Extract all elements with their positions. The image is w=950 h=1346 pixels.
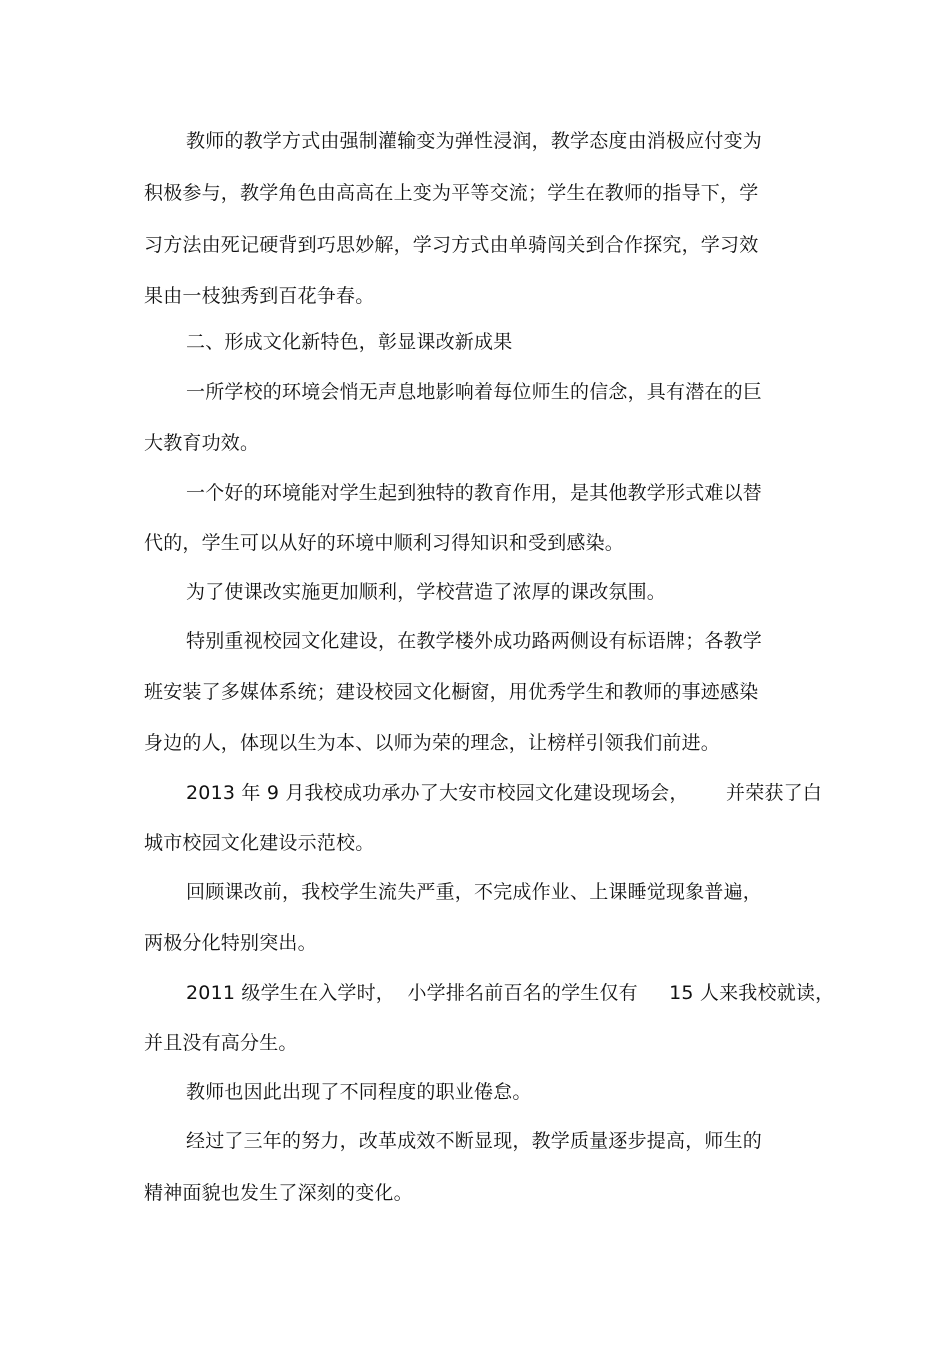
paragraph-line: 班安装了多媒体系统；建设校园文化橱窗，用优秀学生和教师的事迹感染 (144, 681, 759, 703)
paragraph-line: 精神面貌也发生了深刻的变化。 (144, 1182, 413, 1204)
section-heading: 二、形成文化新特色，彰显课改新成果 (186, 331, 513, 353)
paragraph-line: 为了使课改实施更加顺利，学校营造了浓厚的课改氛围。 (186, 581, 667, 603)
paragraph-line: 一所学校的环境会悄无声息地影响着每位师生的信念，具有潜在的巨 (186, 381, 763, 403)
paragraph-line: 果由一枝独秀到百花争春。 (144, 285, 375, 307)
paragraph-line: 大教育功效。 (144, 432, 260, 454)
paragraph-line: 两极分化特别突出。 (144, 932, 317, 954)
paragraph-line: 身边的人，体现以生为本、以师为荣的理念，让榜样引领我们前进。 (144, 732, 721, 754)
paragraph-line: 特别重视校园文化建设，在教学楼外成功路两侧设有标语牌；各教学 (186, 630, 763, 652)
paragraph-line: 2013 年 9 月我校成功承办了大安市校园文化建设现场会， 并荣获了白 (186, 782, 822, 804)
paragraph-line: 并且没有高分生。 (144, 1032, 298, 1054)
paragraph-line: 教师的教学方式由强制灌输变为弹性浸润，教学态度由消极应付变为 (186, 130, 763, 152)
paragraph-line: 一个好的环境能对学生起到独特的教育作用，是其他教学形式难以替 (186, 482, 763, 504)
paragraph-line: 习方法由死记硬背到巧思妙解，学习方式由单骑闯关到合作探究，学习效 (144, 234, 759, 256)
paragraph-line: 2011 级学生在入学时， 小学排名前百名的学生仅有 15 人来我校就读， (186, 982, 835, 1004)
paragraph-line: 经过了三年的努力，改革成效不断显现，教学质量逐步提高，师生的 (186, 1130, 763, 1152)
paragraph-line: 城市校园文化建设示范校。 (144, 832, 375, 854)
paragraph-line: 代的，学生可以从好的环境中顺利习得知识和受到感染。 (144, 532, 625, 554)
paragraph-line: 积极参与，教学角色由高高在上变为平等交流；学生在教师的指导下，学 (144, 182, 759, 204)
paragraph-line: 教师也因此出现了不同程度的职业倦怠。 (186, 1081, 532, 1103)
paragraph-line: 回顾课改前，我校学生流失严重，不完成作业、上课睡觉现象普遍， (186, 881, 763, 903)
